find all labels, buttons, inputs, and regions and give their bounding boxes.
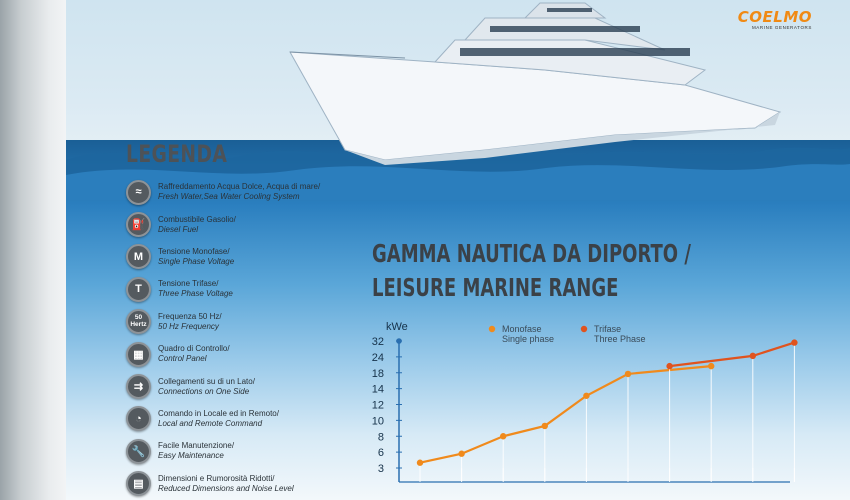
legend-label-en: Fresh Water,Sea Water Cooling System — [158, 192, 300, 202]
y-tick-label: 6 — [377, 447, 384, 460]
legend-label-it: Combustibile Gasolio/ — [158, 214, 236, 224]
data-point — [417, 460, 423, 466]
legend-label-en: 50 Hz Frequency — [158, 321, 219, 331]
legend-label-en: Easy Maintenance — [158, 451, 224, 461]
legend-series-name: Monofase — [502, 324, 542, 334]
legend-label-it: Quadro di Controllo/ — [158, 344, 230, 354]
legend-label-en: Control Panel — [158, 354, 207, 364]
legend-marker — [581, 326, 587, 332]
legend-label-it: Raffreddamento Acqua Dolce, Acqua di mare/ — [158, 182, 321, 192]
legend-series-name-en: Single phase — [502, 334, 555, 344]
data-point — [666, 363, 672, 369]
legend-label-it: Collegamenti su di un Lato/ — [158, 376, 255, 386]
legend-label-it: Facile Manutenzione/ — [158, 441, 235, 451]
series-line — [670, 343, 795, 367]
control-panel-icon: ▦ — [126, 342, 151, 367]
data-point — [791, 339, 797, 345]
y-tick-label: 18 — [371, 367, 384, 380]
legend-title: LEGENDA — [126, 140, 228, 168]
data-point — [542, 423, 548, 429]
three-phase-t-icon: T — [126, 277, 151, 302]
y-tick-label: 24 — [371, 351, 384, 364]
legend-label-en: Single Phase Voltage — [158, 256, 235, 266]
fuel-pump-icon: ⛽ — [126, 212, 151, 237]
legend-label-en: Local and Remote Command — [158, 418, 263, 428]
legend-label-it: Tensione Trifase/ — [158, 279, 219, 289]
legend-series-name-en: Three Phase — [594, 334, 646, 344]
frequency-50hz-icon: 50 Hertz — [126, 309, 151, 334]
legend-label-it: Frequenza 50 Hz/ — [158, 311, 222, 321]
data-point — [625, 371, 631, 377]
legend-label-it: Comando in Locale ed in Remoto/ — [158, 408, 279, 418]
data-point — [458, 451, 464, 457]
y-tick-label: 12 — [371, 399, 384, 412]
data-point — [750, 353, 756, 359]
logo-tagline: MARINE GENERATORS — [751, 25, 812, 30]
legend-label-en: Diesel Fuel — [158, 224, 199, 234]
one-side-connections-icon: ⇉ — [126, 374, 151, 399]
legend-label-it: Dimensioni e Rumorosità Ridotti/ — [158, 473, 275, 483]
y-tick-label: 14 — [371, 383, 384, 396]
legend-marker — [489, 326, 495, 332]
single-phase-m-icon: M — [126, 244, 151, 269]
legend-label-en: Connections on One Side — [158, 386, 250, 396]
data-point — [708, 363, 714, 369]
heading-line-1: GAMMA NAUTICA DA DIPORTO / — [372, 239, 691, 268]
legend-label-it: Tensione Monofase/ — [158, 246, 230, 256]
remote-command-icon: ◔ — [126, 406, 151, 431]
y-tick-label: 8 — [377, 431, 384, 444]
wrench-icon: 🔧 — [126, 439, 151, 464]
legend-label-en: Reduced Dimensions and Noise Level — [158, 483, 294, 493]
water-waves-icon: ≈ — [126, 180, 151, 205]
y-tick-label: 3 — [377, 463, 384, 475]
dimensions-noise-icon: ▤ — [126, 471, 151, 496]
data-point — [583, 393, 589, 399]
heading-line-2: LEISURE MARINE RANGE — [372, 273, 619, 302]
series-line — [420, 366, 711, 463]
legend-series-name: Trifase — [594, 324, 622, 334]
legend-label-en: Three Phase Voltage — [158, 289, 233, 299]
logo-wordmark: COELMO — [737, 8, 812, 26]
y-tick-label: 32 — [371, 336, 384, 348]
y-axis-label: kWe — [386, 321, 408, 333]
data-point — [500, 433, 506, 439]
y-tick-label: 10 — [371, 415, 384, 428]
